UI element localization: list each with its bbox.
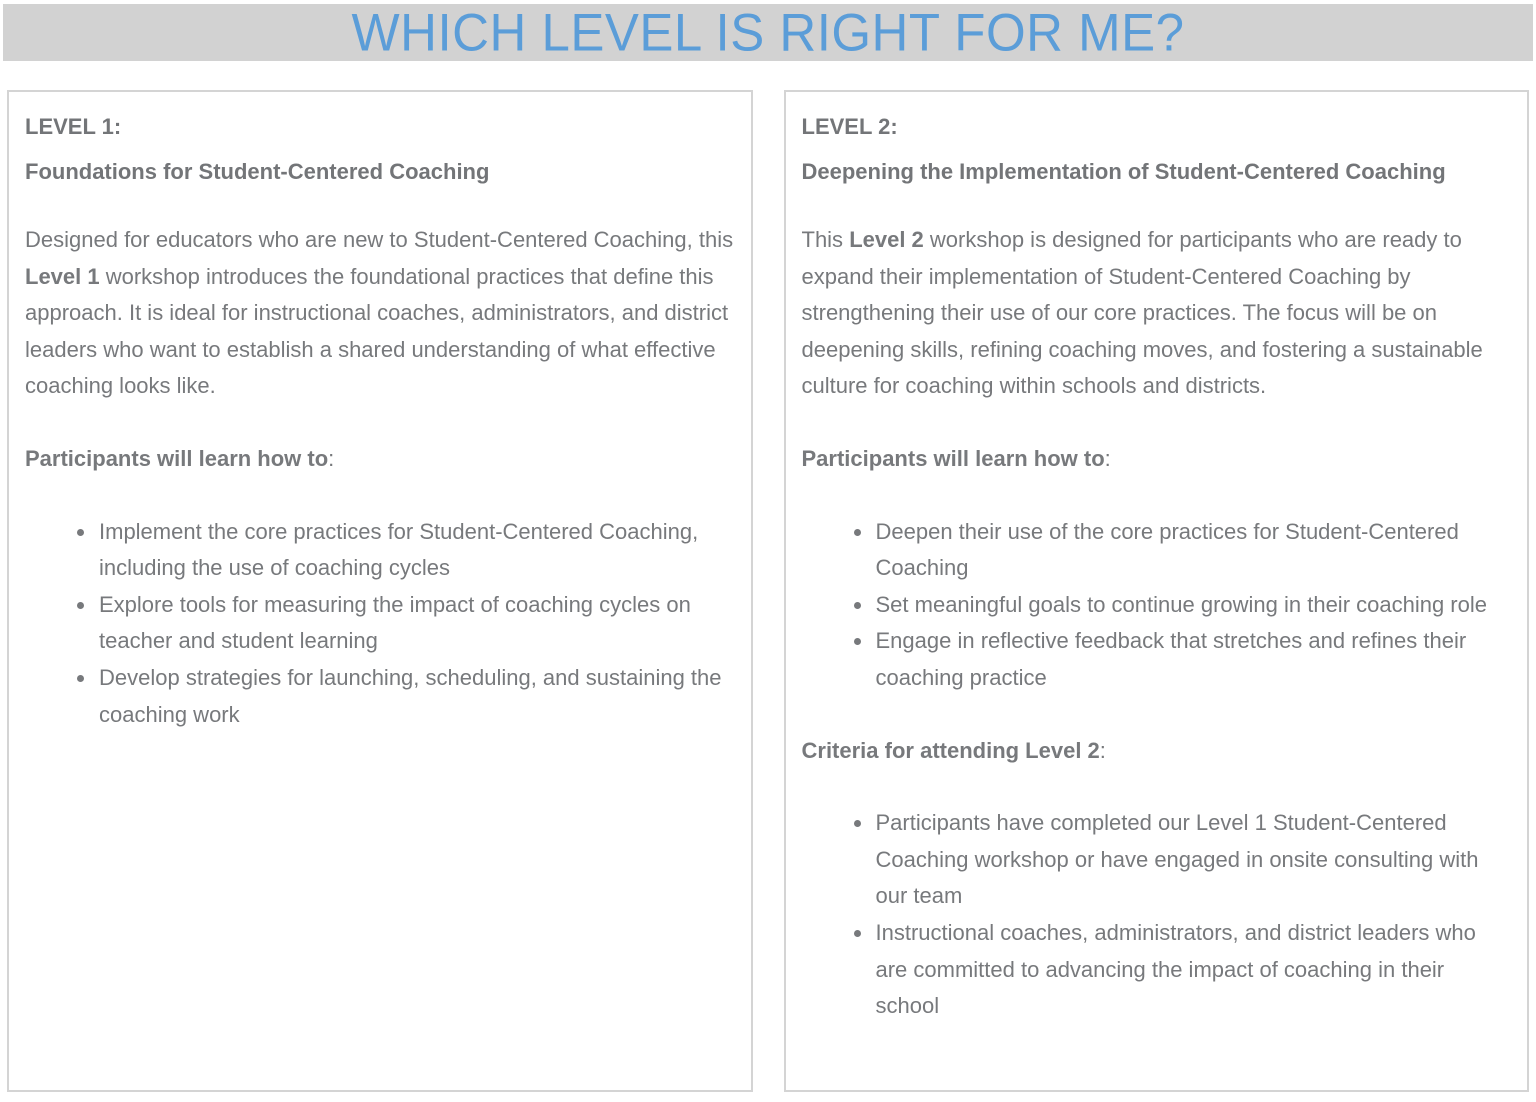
section-banner [3, 4, 1533, 61]
list-item: • Set meaningful goals to continue growing in their coaching role [874, 587, 1512, 624]
level-1-label: LEVEL 1: [25, 114, 122, 139]
level-2-bold: Level 2 [849, 227, 924, 252]
level-2-subtitle: Deepening the Implementation of Student-Centered Coaching [801, 159, 1446, 184]
list-item: • Deepen their use of the core practices for Student-Centered Coaching [874, 514, 1512, 587]
level-1-intro: Designed for educators who are new to Student-Centered Coaching, this Level 1 workshop introduces the foundational practices that define this approach. It is ideal for instructional coaches, administrators, and district leaders who want to establish a shared understanding of what effective coaching looks like. [25, 227, 734, 399]
level-2-criteria-list [802, 805, 1512, 1025]
level-2-card [784, 90, 1530, 1092]
level-2-learn-heading: Participants will learn how to: [801, 445, 1111, 471]
level-1-bold: Level 1 [25, 263, 100, 289]
level-1-card [7, 90, 753, 1092]
list-item: • Engage in reflective feedback that stretches and refines their coaching practice [874, 623, 1512, 696]
level-2-criteria-heading: Criteria for attending Level 2: [801, 737, 1106, 763]
level-1-subtitle: Foundations for Student-Centered Coaching [25, 159, 490, 184]
page-title: WHICH LEVEL IS RIGHT FOR ME? [351, 2, 1185, 63]
level-2-intro: This Level 2 workshop is designed for participants who are ready to expand their implementation of Student-Centered Coaching by strengthening their use of our core practices. The focus will be on deepening skills, refining coaching moves, and fostering a sustainable culture for coaching within schools and districts. [801, 227, 1483, 399]
level-1-learn-heading: Participants will learn how to: [25, 445, 335, 471]
list-item: • Develop strategies for launching, scheduling, and sustaining the coaching work [97, 660, 735, 733]
list-item: • Implement the core practices for Student-Centered Coaching, including the use of coaching cycles [97, 514, 735, 587]
level-1-heading [25, 104, 735, 194]
list-item: • Instructional coaches, administrators, and district leaders who are committed to advancing the impact of coaching in their school [874, 915, 1512, 1025]
list-item: • Explore tools for measuring the impact of coaching cycles on teacher and student learning [97, 587, 735, 660]
level-2-label: LEVEL 2: [801, 114, 898, 139]
level-2-learn-list [802, 514, 1512, 697]
level-1-learn-list [25, 514, 735, 734]
level-2-heading [802, 104, 1512, 194]
list-item: • Participants have completed our Level 1 Student-Centered Coaching workshop or have engaged in onsite consulting with our team [874, 805, 1512, 915]
level-comparison [0, 90, 1536, 1092]
